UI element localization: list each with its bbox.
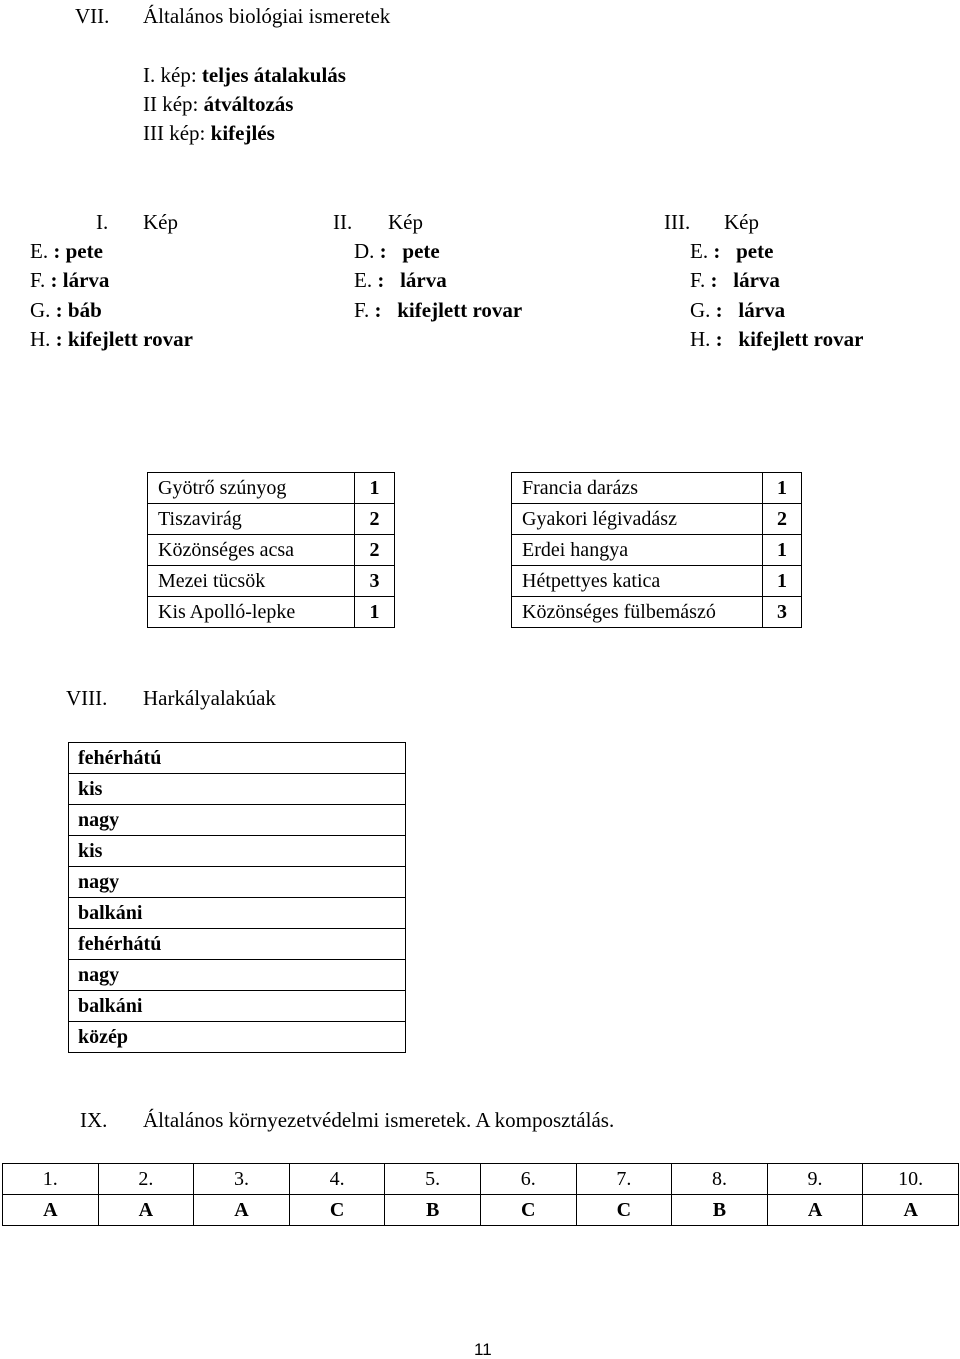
kep-line-label: III kép:	[143, 121, 206, 145]
answer-letter: A	[194, 1195, 290, 1226]
table-row	[69, 1022, 406, 1053]
row-text: : pete	[713, 239, 774, 263]
insect-name: Hétpettyes katica	[512, 566, 763, 597]
table-row-numbers	[3, 1164, 959, 1195]
row-text: : lárva	[377, 268, 447, 292]
table-row-letters	[3, 1195, 959, 1226]
row-letter: E.	[690, 239, 709, 263]
answer-cell: balkáni	[69, 898, 406, 929]
col1-header-num: I.	[96, 210, 109, 234]
answer-letter: B	[385, 1195, 481, 1226]
question-number: 4.	[289, 1164, 385, 1195]
question-number: 2.	[98, 1164, 194, 1195]
answer-letter: A	[98, 1195, 194, 1226]
kep-line-2	[143, 94, 293, 115]
row-text: : pete	[379, 239, 440, 263]
row-letter: E.	[30, 239, 49, 263]
question-number: 3.	[194, 1164, 290, 1195]
section9-title: Általános környezetvédelmi ismeretek. A komposztálás.	[143, 1108, 615, 1132]
table-row	[69, 991, 406, 1022]
insect-count: 3	[763, 597, 802, 628]
kep-line-label: II kép:	[143, 92, 199, 116]
insect-name: Közönséges acsa	[148, 535, 355, 566]
table-row	[69, 867, 406, 898]
row-text: : kifejlett rovar	[374, 298, 523, 322]
answer-letter: A	[863, 1195, 959, 1226]
question-number: 9.	[767, 1164, 863, 1195]
col3-header-num: III.	[664, 210, 691, 234]
insect-name: Erdei hangya	[512, 535, 763, 566]
col3-row	[690, 300, 785, 321]
insect-name: Közönséges fülbemászó	[512, 597, 763, 628]
row-text: : kifejlett rovar	[55, 327, 193, 351]
answer-letter: C	[576, 1195, 672, 1226]
table-row	[148, 535, 395, 566]
insect-name: Tiszavirág	[148, 504, 355, 535]
insect-count: 1	[355, 473, 395, 504]
kep-line-value: átváltozás	[203, 92, 294, 116]
table-row	[69, 774, 406, 805]
table-row	[148, 597, 395, 628]
insect-count: 1	[763, 473, 802, 504]
section7-title: Általános biológiai ismeretek	[143, 4, 391, 28]
row-letter: H.	[30, 327, 51, 351]
answer-cell: fehérhátú	[69, 743, 406, 774]
row-text: : kifejlett rovar	[715, 327, 864, 351]
woodpecker-answers-table	[68, 742, 406, 1053]
insect-table-left	[147, 472, 395, 628]
kep-line-1	[143, 65, 346, 86]
table-row	[512, 504, 802, 535]
answer-letter: B	[672, 1195, 768, 1226]
answer-letter: C	[480, 1195, 576, 1226]
answer-letter: A	[3, 1195, 99, 1226]
row-text: : báb	[55, 298, 102, 322]
insect-count: 2	[355, 535, 395, 566]
insect-count: 1	[763, 566, 802, 597]
answer-letter: A	[767, 1195, 863, 1226]
row-letter: D.	[354, 239, 375, 263]
kep-line-value: kifejlés	[210, 121, 275, 145]
kep-line-3	[143, 123, 275, 144]
col1-row	[30, 300, 102, 321]
col2-row	[354, 241, 440, 262]
row-text: : lárva	[50, 268, 110, 292]
row-letter: G.	[30, 298, 51, 322]
insect-table-right	[511, 472, 802, 628]
section7-number: VII.	[75, 4, 110, 28]
table-row	[512, 566, 802, 597]
answer-cell: balkáni	[69, 991, 406, 1022]
insect-count: 1	[355, 597, 395, 628]
question-number: 10.	[863, 1164, 959, 1195]
row-text: : pete	[53, 239, 103, 263]
insect-name: Gyakori légivadász	[512, 504, 763, 535]
question-number: 1.	[3, 1164, 99, 1195]
col1-header-word: Kép	[143, 210, 178, 234]
row-letter: F.	[690, 268, 706, 292]
row-text: : lárva	[715, 298, 786, 322]
table-row	[512, 473, 802, 504]
col2-header-num: II.	[333, 210, 353, 234]
col3-row	[690, 241, 773, 262]
insect-name: Gyötrő szúnyog	[148, 473, 355, 504]
row-letter: E.	[354, 268, 373, 292]
col3-header-word: Kép	[724, 210, 759, 234]
compost-answers-table	[2, 1163, 959, 1226]
col1-row	[30, 270, 109, 291]
question-number: 8.	[672, 1164, 768, 1195]
answer-cell: kis	[69, 836, 406, 867]
col2-header-word: Kép	[388, 210, 423, 234]
table-row	[69, 836, 406, 867]
col1-row	[30, 241, 103, 262]
answer-letter: C	[289, 1195, 385, 1226]
section8-title: Harkályalakúak	[143, 686, 276, 710]
insect-count: 3	[355, 566, 395, 597]
insect-name: Francia darázs	[512, 473, 763, 504]
insect-name: Kis Apolló-lepke	[148, 597, 355, 628]
answer-cell: fehérhátú	[69, 929, 406, 960]
row-letter: F.	[30, 268, 46, 292]
col1-row	[30, 329, 193, 350]
kep-line-value: teljes átalakulás	[201, 63, 346, 87]
row-letter: G.	[690, 298, 711, 322]
table-row	[69, 743, 406, 774]
table-row	[69, 960, 406, 991]
question-number: 7.	[576, 1164, 672, 1195]
section9-number: IX.	[80, 1108, 108, 1132]
insect-name: Mezei tücsök	[148, 566, 355, 597]
col2-row	[354, 270, 447, 291]
question-number: 5.	[385, 1164, 481, 1195]
table-row	[512, 597, 802, 628]
answer-cell: nagy	[69, 960, 406, 991]
kep-line-label: I. kép:	[143, 63, 197, 87]
answer-cell: nagy	[69, 805, 406, 836]
page-number: 11	[474, 1340, 492, 1359]
table-row	[69, 805, 406, 836]
row-letter: F.	[354, 298, 370, 322]
table-row	[69, 929, 406, 960]
answer-cell: nagy	[69, 867, 406, 898]
insect-count: 2	[355, 504, 395, 535]
insect-count: 2	[763, 504, 802, 535]
table-row	[69, 898, 406, 929]
answer-cell: kis	[69, 774, 406, 805]
question-number: 6.	[480, 1164, 576, 1195]
section8-number: VIII.	[66, 686, 108, 710]
col3-row	[690, 270, 780, 291]
col2-row	[354, 300, 522, 321]
table-row	[148, 566, 395, 597]
table-row	[512, 535, 802, 566]
table-row	[148, 504, 395, 535]
insect-count: 1	[763, 535, 802, 566]
row-text: : lárva	[710, 268, 780, 292]
table-row	[148, 473, 395, 504]
answer-cell: közép	[69, 1022, 406, 1053]
row-letter: H.	[690, 327, 711, 351]
col3-row	[690, 329, 863, 350]
